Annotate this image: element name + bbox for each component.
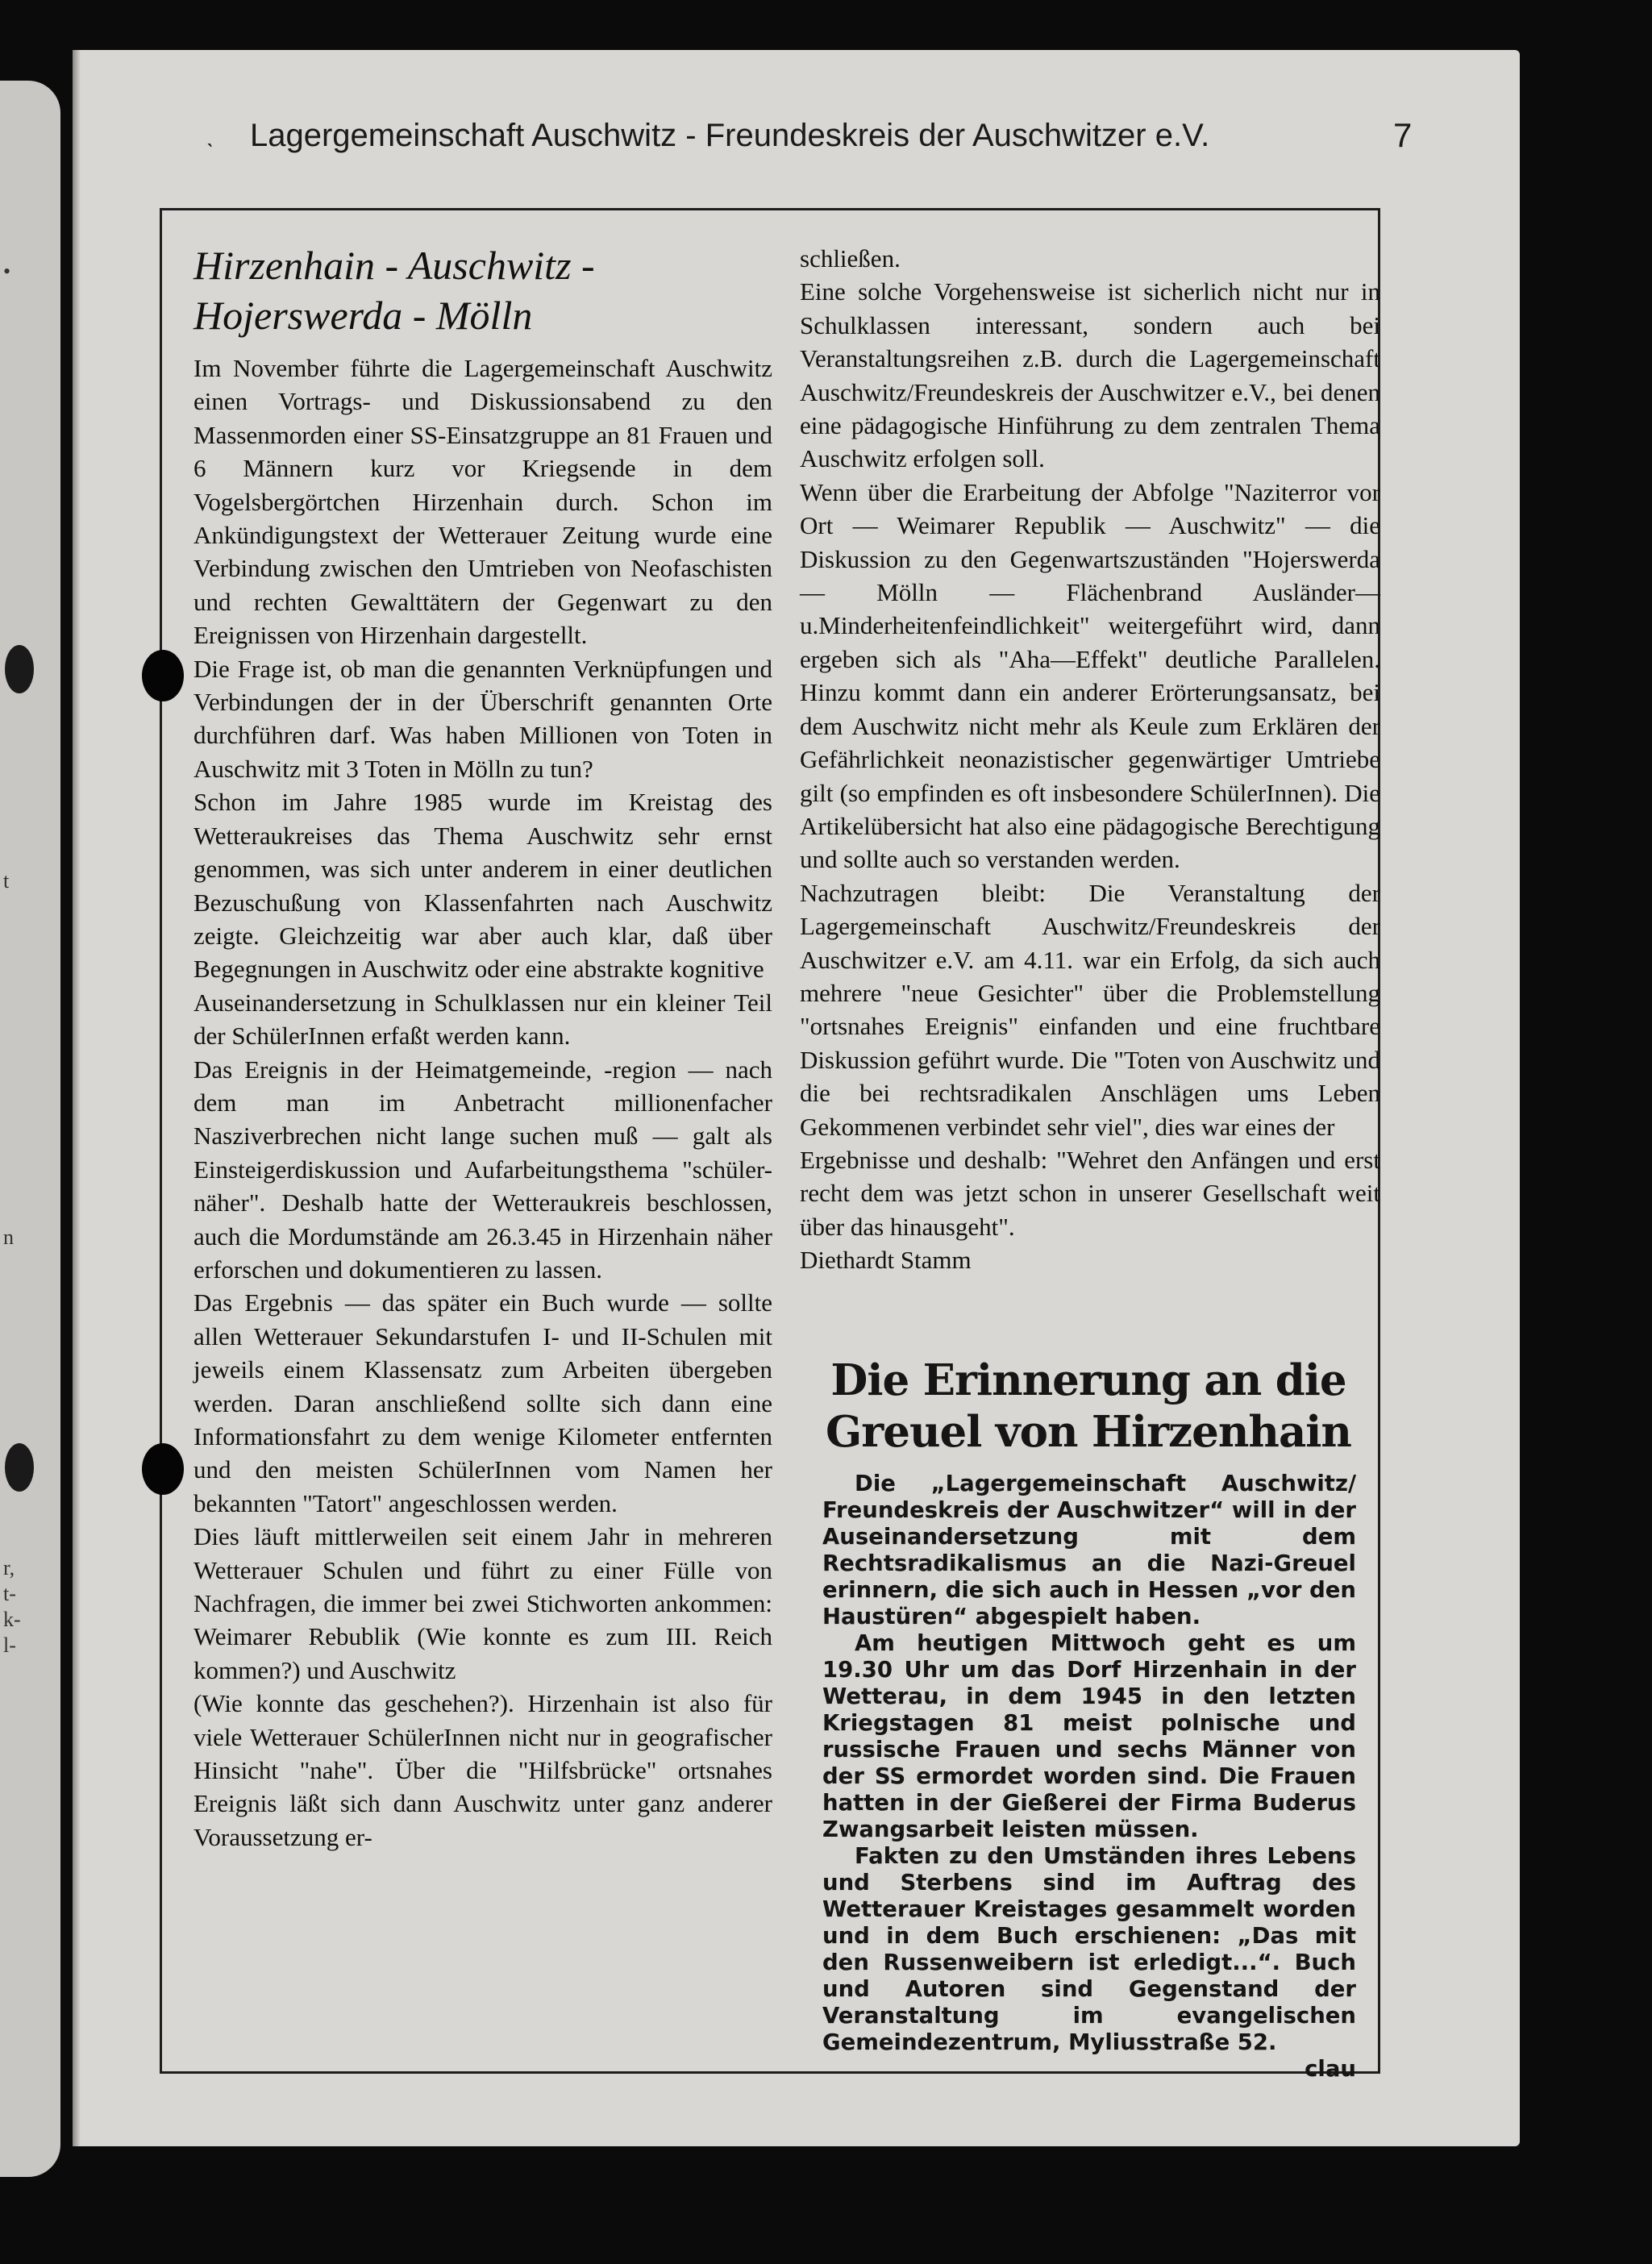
clipping-headline-line-1: Die Erinnerung an die: [830, 1355, 1346, 1405]
article-paragraph: schließen.: [800, 244, 901, 273]
article-headline: [193, 240, 772, 340]
page-spine: [73, 50, 81, 2146]
clipping-paragraph: Am heutigen Mittwoch geht es um 19.30 Uhr um das Dorf Hirzenhain in der Wetterau, in dem 1945 in den letzten Kriegstagen 81 meist polnische und russische Frauen und sechs Männer von der SS ermordet worden sind. Die Frauen hatten in der Gießerei der Firma Buderus Zwangsarbeit leisten müssen.: [822, 1630, 1356, 1842]
page-header: [168, 113, 1442, 161]
page-edge-fragment: t: [3, 869, 10, 893]
page-number: 7: [1393, 116, 1413, 154]
article-paragraph: Eine solche Vorgehensweise ist sicherlich nicht nur in Schulklassen interessant, sondern auch bei Veranstaltungsreihen z.B. durch die Lagergemeinschaft Auschwitz/Freundeskreis der Auschwitzer e.V., bei denen eine pädagogische Hinführung zu dem zentralen Thema Auschwitz erfolgen soll.: [800, 277, 1380, 473]
article-right-column: [800, 242, 1380, 1277]
clipping-signature: clau: [1305, 2056, 1356, 2082]
page-edge-fragment: n: [3, 1226, 14, 1249]
headline-line-1: Hirzenhain - Auschwitz -: [193, 243, 595, 288]
page-edge-fragment: r,: [3, 1556, 15, 1579]
previous-page-edge: [0, 81, 60, 2177]
newspaper-clipping: [814, 1355, 1363, 2083]
clipping-headline: [814, 1355, 1363, 1458]
article-paragraph: Nachzutragen bleibt: Die Veranstaltung der Lagergemeinschaft Auschwitz/Freundeskreis der Auschwitzer e.V. am 4.11. war ein Erfolg, da sich auch mehrere "neue Gesichter" über die Problemstellung "ortsnahes Ereignis" einfanden und eine fruchtbare Diskussion geführt wurde. Die "Toten von Auschwitz und die bei rechtsradikalen Anschlägen ums Leben Gekommenen verbindet sehr viel", dies war eines der: [800, 878, 1380, 1141]
page-edge-fragment: k-: [3, 1608, 21, 1631]
article-paragraph: Wenn über die Erarbeitung der Abfolge "Naziterror vor Ort — Weimarer Republik — Auschwitz" — die Diskussion zu den Gegenwartszuständen "Hojerswerda — Mölln — Flächenbrand Ausländer— u.Minderheitenfeindlichkeit" weitergeführt wird, dann ergeben sich als "Aha—Effekt" deutliche Parallelen. Hinzu kommt dann ein anderer Erörterungsansatz, bei dem Auschwitz nicht mehr als Keule zum Erklären der Gefährlichkeit neonazistischer gegenwärtiger Umtriebe gilt (so empfinden es oft insbesondere SchülerInnen). Die Artikelübersicht hat also eine pädagogische Berechtigung und sollte auch so verstanden werden.: [800, 477, 1380, 874]
article-left-column: [193, 240, 772, 1854]
punch-hole: [142, 1443, 184, 1495]
article-paragraph: Ergebnisse und deshalb: "Wehret den Anfängen und erst recht dem was jetzt schon in unserer Gesellschaft weit über das hinausgeht".: [800, 1145, 1380, 1241]
article-paragraph: Das Ergebnis — das später ein Buch wurde — sollte allen Wetterauer Sekundarstufen I- und II-Schulen mit jeweils einem Klassensatz zum Arbeiten übergeben werden. Daran anschließend sollte sich dann eine Informationsfahrt zu dem wenige Kilometer entfernten und den meisten SchülerInnen vom Namen her bekannten "Tatort" angeschlossen werden.: [193, 1288, 772, 1517]
headline-line-2: Hojerswerda - Mölln: [193, 293, 533, 338]
header-mark: ˎ: [206, 121, 214, 148]
article-paragraph: Das Ereignis in der Heimatgemeinde, -region — nach dem man im Anbetracht millionenfacher Nasziverbrechen nicht lange suchen muß — galt als Einsteigerdiskussion und Aufarbeitungsthema "schüler-näher". Deshalb hatte der Wetteraukreis beschlossen, auch die Mordumstände am 26.3.45 in Hirzenhain näher erforschen und dokumentieren zu lassen.: [193, 1055, 772, 1284]
article-paragraph: Die Frage ist, ob man die genannten Verknüpfungen und Verbindungen der in der Überschrift genannten Orte durchführen darf. Was haben Millionen von Toten in Auschwitz mit 3 Toten in Mölln zu tun?: [193, 654, 772, 783]
page-edge-fragment: •: [3, 260, 11, 283]
punch-hole: [5, 645, 34, 693]
punch-hole: [142, 650, 184, 701]
punch-hole: [5, 1443, 34, 1492]
header-title: Lagergemeinschaft Auschwitz - Freundeskreis der Auschwitzer e.V.: [250, 118, 1210, 153]
clipping-paragraph: Die „Lagergemeinschaft Auschwitz/ Freundeskreis der Auschwitzer“ will in der Auseinandersetzung mit dem Rechtsradikalismus an die Nazi-Greuel erinnern, die sich auch in Hessen „vor den Haustüren“ abgespielt haben.: [822, 1471, 1356, 1629]
clipping-headline-line-2: Greuel von Hirzenhain: [826, 1407, 1351, 1457]
article-paragraph: Auseinandersetzung in Schulklassen nur ein kleiner Teil der SchülerInnen erfaßt werden kann.: [193, 988, 772, 1051]
article-author: Diethardt Stamm: [800, 1246, 972, 1275]
article-paragraph: (Wie konnte das geschehen?). Hirzenhain ist also für viele Wetterauer SchülerInnen nicht nur in geografischer Hinsicht "nahe". Über die "Hilfsbrücke" ortsnahes Ereignis läßt sich dann Auschwitz unter ganz anderer Voraussetzung er-: [193, 1689, 772, 1851]
page-edge-fragment: l-: [3, 1633, 16, 1657]
clipping-paragraph-text: Fakten zu den Umständen ihres Lebens und Sterbens sind im Auftrag des Wetterauer Kreistages gesammelt worden und in dem Buch erschienen: „Das mit den Russenweibern ist erledigt...“. Buch und Autoren sind Gegenstand der Veranstaltung im evangelischen Gemeindezentrum, Myliusstraße 52.: [822, 1843, 1356, 2055]
article-paragraph: Schon im Jahre 1985 wurde im Kreistag des Wetteraukreises das Thema Auschwitz sehr ernst genommen, was sich unter anderem in einer deutlichen Bezuschußung von Klassenfahrten nach Auschwitz zeigte. Gleichzeitig war aber auch klar, daß über Begegnungen in Auschwitz oder eine abstrakte kognitive: [193, 788, 772, 984]
clipping-paragraph: [822, 1843, 1356, 2082]
article-paragraph: Im November führte die Lagergemeinschaft Auschwitz einen Vortrags- und Diskussionsabend zu den Massenmorden einer SS-Einsatzgruppe an 81 Frauen und 6 Männern kurz vor Kriegsende in dem Vogelsbergörtchen Hirzenhain durch. Schon im Ankündigungstext der Wetterauer Zeitung wurde eine Verbindung zwischen den Umtrieben von Neofaschisten und rechten Gewalttätern der Gegenwart zu den Ereignissen von Hirzenhain dargestellt.: [193, 354, 772, 650]
clipping-body: [822, 1471, 1356, 2082]
page-edge-fragment: t-: [3, 1582, 16, 1605]
article-paragraph: Dies läuft mittlerweilen seit einem Jahr in mehreren Wetterauer Schulen und führt zu einer Fülle von Nachfragen, die immer bei zwei Stichworten ankommen: Weimarer Rebublik (Wie konnte es zum III. Reich kommen?) und Auschwitz: [193, 1522, 772, 1684]
